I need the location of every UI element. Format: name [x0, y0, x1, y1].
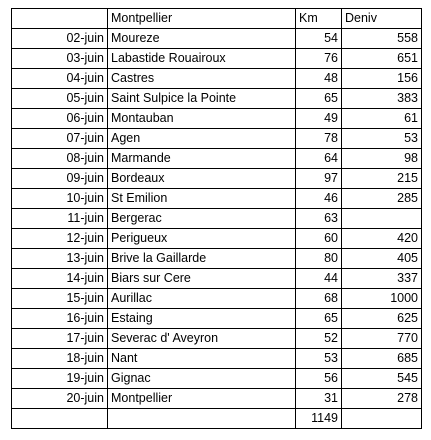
deniv-cell[interactable]: 405 [342, 249, 422, 269]
km-cell[interactable]: 78 [296, 129, 342, 149]
total-km-cell[interactable]: 1149 [296, 409, 342, 429]
deniv-cell[interactable]: 685 [342, 349, 422, 369]
date-cell[interactable]: 17-juin [12, 329, 108, 349]
header-date-cell[interactable] [12, 9, 108, 29]
table-row [12, 109, 422, 129]
city-cell[interactable]: Gignac [108, 369, 296, 389]
km-cell[interactable]: 56 [296, 369, 342, 389]
city-cell[interactable]: Nant [108, 349, 296, 369]
deniv-cell[interactable]: 98 [342, 149, 422, 169]
table-row [12, 369, 422, 389]
km-cell[interactable]: 64 [296, 149, 342, 169]
km-cell[interactable]: 31 [296, 389, 342, 409]
deniv-cell[interactable]: 285 [342, 189, 422, 209]
city-cell[interactable]: Severac d' Aveyron [108, 329, 296, 349]
header-km-cell[interactable]: Km [296, 9, 342, 29]
city-cell[interactable]: Marmande [108, 149, 296, 169]
table-row [12, 49, 422, 69]
deniv-cell[interactable]: 278 [342, 389, 422, 409]
city-cell[interactable]: Montauban [108, 109, 296, 129]
date-cell[interactable]: 11-juin [12, 209, 108, 229]
table-row [12, 129, 422, 149]
km-cell[interactable]: 65 [296, 89, 342, 109]
km-cell[interactable]: 80 [296, 249, 342, 269]
total-city-cell[interactable] [108, 409, 296, 429]
km-cell[interactable]: 52 [296, 329, 342, 349]
km-cell[interactable]: 48 [296, 69, 342, 89]
header-row [12, 9, 422, 29]
itinerary-table [11, 8, 422, 429]
date-cell[interactable]: 10-juin [12, 189, 108, 209]
deniv-cell[interactable]: 558 [342, 29, 422, 49]
city-cell[interactable]: Bergerac [108, 209, 296, 229]
table-row [12, 269, 422, 289]
city-cell[interactable]: Labastide Rouairoux [108, 49, 296, 69]
city-cell[interactable]: Montpellier [108, 389, 296, 409]
header-city-cell[interactable]: Montpellier [108, 9, 296, 29]
deniv-cell[interactable]: 337 [342, 269, 422, 289]
date-cell[interactable]: 19-juin [12, 369, 108, 389]
city-cell[interactable]: St Emilion [108, 189, 296, 209]
total-deniv-cell[interactable] [342, 409, 422, 429]
deniv-cell[interactable]: 770 [342, 329, 422, 349]
date-cell[interactable]: 14-juin [12, 269, 108, 289]
deniv-cell[interactable]: 1000 [342, 289, 422, 309]
city-cell[interactable]: Perigueux [108, 229, 296, 249]
date-cell[interactable]: 04-juin [12, 69, 108, 89]
km-cell[interactable]: 46 [296, 189, 342, 209]
deniv-cell[interactable]: 156 [342, 69, 422, 89]
date-cell[interactable]: 03-juin [12, 49, 108, 69]
table-row [12, 29, 422, 49]
date-cell[interactable]: 13-juin [12, 249, 108, 269]
city-cell[interactable]: Aurillac [108, 289, 296, 309]
deniv-cell[interactable]: 383 [342, 89, 422, 109]
total-row [12, 409, 422, 429]
table-row [12, 89, 422, 109]
km-cell[interactable]: 68 [296, 289, 342, 309]
itinerary-table-body [12, 9, 422, 429]
city-cell[interactable]: Saint Sulpice la Pointe [108, 89, 296, 109]
date-cell[interactable]: 16-juin [12, 309, 108, 329]
deniv-cell[interactable]: 651 [342, 49, 422, 69]
km-cell[interactable]: 63 [296, 209, 342, 229]
km-cell[interactable]: 49 [296, 109, 342, 129]
km-cell[interactable]: 54 [296, 29, 342, 49]
km-cell[interactable]: 60 [296, 229, 342, 249]
date-cell[interactable]: 18-juin [12, 349, 108, 369]
date-cell[interactable]: 15-juin [12, 289, 108, 309]
table-row [12, 69, 422, 89]
deniv-cell[interactable]: 625 [342, 309, 422, 329]
table-row [12, 229, 422, 249]
deniv-cell[interactable]: 53 [342, 129, 422, 149]
date-cell[interactable]: 06-juin [12, 109, 108, 129]
table-row [12, 209, 422, 229]
table-row [12, 349, 422, 369]
date-cell[interactable]: 12-juin [12, 229, 108, 249]
deniv-cell[interactable]: 215 [342, 169, 422, 189]
city-cell[interactable]: Biars sur Cere [108, 269, 296, 289]
date-cell[interactable]: 07-juin [12, 129, 108, 149]
table-row [12, 289, 422, 309]
deniv-cell[interactable]: 61 [342, 109, 422, 129]
table-row [12, 309, 422, 329]
city-cell[interactable]: Bordeaux [108, 169, 296, 189]
km-cell[interactable]: 44 [296, 269, 342, 289]
table-row [12, 169, 422, 189]
date-cell[interactable]: 05-juin [12, 89, 108, 109]
deniv-cell[interactable] [342, 209, 422, 229]
date-cell[interactable]: 09-juin [12, 169, 108, 189]
city-cell[interactable]: Agen [108, 129, 296, 149]
km-cell[interactable]: 65 [296, 309, 342, 329]
total-date-cell[interactable] [12, 409, 108, 429]
table-row [12, 249, 422, 269]
table-row [12, 149, 422, 169]
km-cell[interactable]: 97 [296, 169, 342, 189]
table-row [12, 189, 422, 209]
city-cell[interactable]: Brive la Gaillarde [108, 249, 296, 269]
km-cell[interactable]: 76 [296, 49, 342, 69]
date-cell[interactable]: 08-juin [12, 149, 108, 169]
deniv-cell[interactable]: 545 [342, 369, 422, 389]
date-cell[interactable]: 20-juin [12, 389, 108, 409]
deniv-cell[interactable]: 420 [342, 229, 422, 249]
date-cell[interactable]: 02-juin [12, 29, 108, 49]
city-cell[interactable]: Moureze [108, 29, 296, 49]
city-cell[interactable]: Estaing [108, 309, 296, 329]
table-row [12, 389, 422, 409]
header-deniv-cell[interactable]: Deniv [342, 9, 422, 29]
city-cell[interactable]: Castres [108, 69, 296, 89]
table-row [12, 329, 422, 349]
km-cell[interactable]: 53 [296, 349, 342, 369]
